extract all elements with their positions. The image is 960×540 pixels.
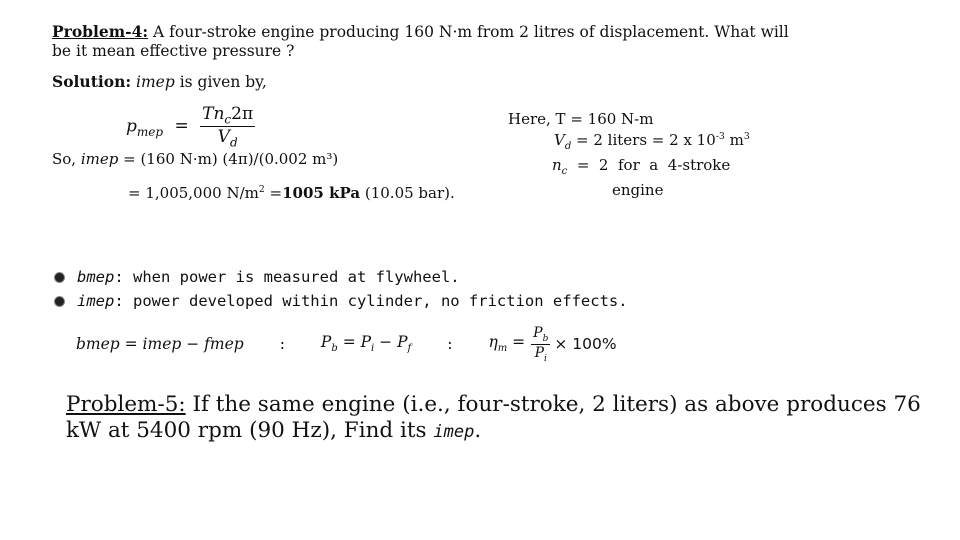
definition-list bbox=[54, 265, 628, 313]
so-prefix: So, bbox=[52, 150, 81, 168]
pmep-factor: 2π bbox=[231, 104, 254, 124]
bullet-term: bmep bbox=[77, 268, 115, 286]
pmep-lhs: p bbox=[126, 116, 137, 137]
given-nc bbox=[508, 156, 750, 181]
pmep-eq: = bbox=[174, 116, 189, 137]
pb-symbol: P bbox=[320, 333, 332, 352]
bullet-text: : power developed within cylinder, no friction effects. bbox=[114, 292, 628, 310]
problem-4-label: Problem-4: bbox=[52, 22, 149, 41]
nc-sub: c bbox=[561, 166, 568, 177]
problem-4-text: A four-stroke engine producing 160 N·m from 2 litres of displacement. What will be it mean effective pressure ? bbox=[52, 23, 789, 60]
pmep-fraction bbox=[200, 104, 255, 150]
pmep-den: V bbox=[217, 127, 230, 148]
frac-num: P bbox=[533, 324, 543, 341]
list-item bbox=[54, 289, 628, 313]
relation-power bbox=[321, 333, 411, 354]
solution-var: imep bbox=[136, 73, 175, 91]
frac-den: P bbox=[534, 344, 545, 361]
bullet-icon bbox=[54, 272, 65, 283]
relation-bmep: bmep = imep − fmep bbox=[76, 335, 244, 353]
problem-5-var: imep bbox=[433, 422, 475, 442]
solution-line bbox=[52, 72, 267, 91]
list-item bbox=[54, 265, 628, 289]
given-displacement bbox=[508, 128, 750, 156]
efficiency-tail: × 100% bbox=[554, 335, 617, 353]
eta-eq: = bbox=[507, 333, 526, 352]
separator: : bbox=[279, 335, 285, 353]
pmep-formula bbox=[126, 104, 255, 150]
result-value: = 1,005,000 N/m bbox=[128, 184, 259, 202]
bullet-text: : when power is measured at flywheel. bbox=[114, 268, 460, 286]
relation-efficiency bbox=[488, 333, 525, 354]
vd-unit: m bbox=[724, 131, 744, 149]
pb-sub: b bbox=[331, 343, 338, 355]
vd-symbol: V bbox=[554, 131, 565, 149]
problem-5-statement bbox=[66, 392, 926, 445]
frac-num-sub: b bbox=[542, 333, 549, 344]
pmep-num-sub: c bbox=[224, 112, 232, 127]
given-values bbox=[508, 110, 750, 199]
solution-label: Solution: bbox=[52, 72, 132, 91]
solution-text: is given by, bbox=[174, 73, 267, 91]
so-var: imep bbox=[80, 150, 119, 168]
bullet-content bbox=[77, 265, 460, 289]
vd-sub: d bbox=[564, 141, 572, 152]
relations-row bbox=[76, 324, 776, 364]
vd-unit-exp: 3 bbox=[743, 131, 750, 142]
separator: : bbox=[447, 335, 453, 353]
pmep-den-sub: d bbox=[229, 135, 238, 150]
result-kpa: 1005 kPa bbox=[282, 184, 361, 202]
frac-den-sub: i bbox=[544, 353, 547, 364]
given-engine: engine bbox=[612, 181, 664, 199]
so-line bbox=[52, 150, 338, 168]
so-text: = (160 N·m) (4π)/(0.002 m³) bbox=[118, 150, 339, 168]
pmep-lhs-sub: mep bbox=[136, 124, 164, 139]
eta-symbol: η bbox=[488, 333, 498, 352]
nc-symbol: n bbox=[552, 156, 562, 174]
result-eq: = bbox=[264, 184, 283, 202]
problem-5-end: . bbox=[474, 418, 482, 443]
pi-sub: i bbox=[371, 343, 375, 355]
eta-sub: m bbox=[497, 343, 508, 355]
pf-sub: f bbox=[407, 343, 412, 355]
pmep-num: Tn bbox=[202, 104, 225, 124]
result-line bbox=[128, 184, 455, 202]
result-bar: (10.05 bar). bbox=[360, 184, 455, 202]
problem-4-statement bbox=[52, 22, 792, 61]
bullet-term: imep bbox=[77, 292, 115, 310]
vd-text: = 2 liters = 2 x 10 bbox=[571, 131, 716, 149]
vd-exp: -3 bbox=[715, 131, 725, 142]
pf-symbol: − P bbox=[374, 333, 408, 352]
problem-5-label: Problem-5: bbox=[66, 392, 186, 417]
bullet-content bbox=[77, 289, 628, 313]
nc-text: = 2 for a 4-stroke bbox=[567, 156, 731, 174]
given-torque: Here, T = 160 N-m bbox=[508, 110, 654, 128]
pi-symbol: = P bbox=[337, 333, 372, 352]
problem-5-text: If the same engine (i.e., four-stroke, 2 liters) as above produces 76 kW at 5400 rpm (90 Hz), Find its bbox=[66, 392, 921, 443]
bullet-icon bbox=[54, 296, 65, 307]
result-exp: 2 bbox=[258, 184, 265, 195]
efficiency-fraction bbox=[531, 325, 550, 364]
